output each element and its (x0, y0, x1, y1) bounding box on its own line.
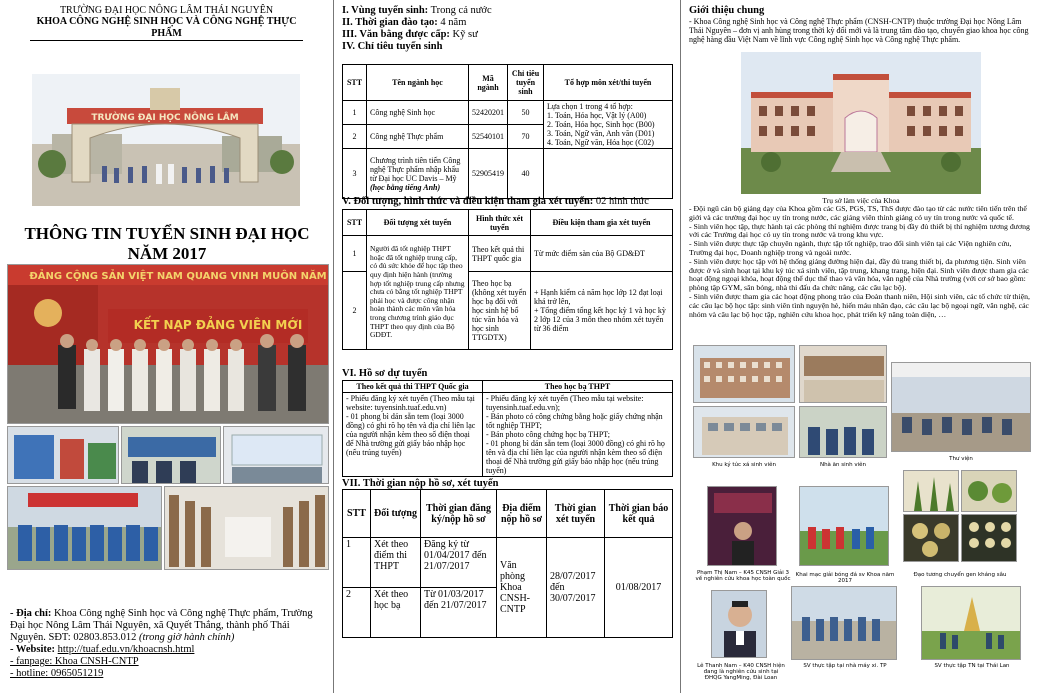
plants-caption: Đạo tương chuyển gen kháng sâu (913, 572, 1007, 578)
table-row: 1 Người đã tốt nghiệp THPT hoặc đã tốt nghiệp trung cấp, có đủ sức khỏe để học tập theo quy định hiện hành (trường hợp tốt nghiệp trung cấp nhưng chưa có bằng tốt nghiệp THPT phải học và được công nhận hoàn thành các môn văn hóa trong chương trình giáo dục THPT theo quy định của Bộ GDĐT. Theo kết quả thi THPT quốc gia Từ mức điểm sàn của Bộ GD&ĐT (343, 236, 673, 272)
intro-heading: Giới thiệu chung (689, 5, 765, 16)
brochure-title (0, 224, 334, 264)
faculty-name: KHOA CÔNG NGHỆ SINH HỌC VÀ CÔNG NGHỆ THỰC PHẨM (30, 16, 303, 41)
address-text: Khoa Công nghệ Sinh học và Công nghệ Thực phẩm, Trường Đại học Nông Lâm Thái Nguyên, xã Quyết Thắng, thành phố Thái Nguyên. SĐT: 02803.853.012 (10, 608, 313, 643)
ceremony-photo (7, 264, 329, 424)
section-1: I. Vùng tuyển sinh: Trong cả nước (342, 5, 492, 16)
introduction-panel (681, 0, 1041, 693)
plants-photo-1 (903, 470, 959, 512)
campus-gate-photo (32, 74, 300, 206)
dormitory-photo (693, 345, 795, 403)
plants-photo-4 (961, 514, 1017, 562)
quota-table: STT Tên ngành học Mã ngành Chỉ tiêu tuyển sinh Tổ hợp môn xét/thi tuyển 1 Công nghệ Sinh học 52420201 50 Lựa chọn 1 trong 4 tổ hợp: 1. Toán, Hóa học, Vật lý (A00) 2. Toán, Hóa học, Sinh học (B00) 3. Toán, Ngữ văn, Anh văn (D01) 4. Toán, Ngữ văn, Hóa học (C02) 2 Công nghệ Thực phẩm 52540101 70 3 Chương trình tiên tiến Công nghệ Thực phẩm nhập khẩu từ Đại học UC Davis – Mỹ (học bằng tiếng Anh) 52905419 40 (342, 64, 673, 199)
field-trip-photo (791, 586, 897, 660)
review-period: 28/07/2017 đến 30/07/2017 (547, 538, 605, 638)
banner-text: ĐẢNG CỘNG SẢN VIỆT NAM QUANG VINH MUÔN NĂM (29, 271, 327, 282)
section-4-title: IV. Chỉ tiêu tuyển sinh (342, 41, 443, 52)
campus-building-photo (693, 406, 795, 458)
subject-combinations: Lựa chọn 1 trong 4 tổ hợp: 1. Toán, Hóa học, Vật lý (A00) 2. Toán, Hóa học, Sinh học (B00) 3. Toán, Ngữ văn, Anh văn (D01) 4. Toán, Ngữ văn, Hóa học (C02) (544, 101, 673, 149)
library-photo (164, 486, 329, 570)
admission-info-panel (334, 0, 681, 693)
canteen-photo (799, 345, 887, 403)
section-3: III. Văn bằng được cấp: Kỹ sư (342, 29, 478, 40)
section-6-title: VI. Hồ sơ dự tuyển (342, 368, 428, 379)
exhibition-photo-1 (7, 426, 119, 484)
thailand-trip-photo (921, 586, 1021, 660)
dorm-caption: Khu ký túc xá sinh viên (712, 462, 776, 468)
school-name: TRƯỜNG ĐẠI HỌC NÔNG LÂM THÁI NGUYÊN (59, 5, 274, 16)
table-row: 2 Công nghệ Thực phẩm 52540101 70 (343, 125, 673, 149)
address-line: - Địa chỉ: Khoa Công nghệ Sinh học và Công nghệ Thực phẩm, Trường Đại học Nông Lâm Thái Nguyên, xã Quyết Thắng, thành phố Thái Nguyên. SĐT: 02803.853.012 (trong giờ hành chính) (10, 608, 313, 643)
section-5-title: V. Đối tượng, hình thức và điều kiện tham gia xét tuyển: 02 hình thức (342, 196, 649, 207)
student-caption: Lê Thanh Nam – K40 CNSH hiện đang là nghiên cứu sinh tại ĐHQG YangMing, Đài Loan (697, 663, 785, 681)
cover-panel (0, 0, 334, 693)
section-7-title: VII. Thời gian nộp hồ sơ, xét tuyển (342, 478, 499, 489)
gate-sign-text: TRƯỜNG ĐẠI HỌC NÔNG LÂM (91, 113, 239, 123)
title-line-1: THÔNG TIN TUYỂN SINH ĐẠI HỌC (24, 224, 310, 243)
schedule-table: STT Đối tượng Thời gian đăng ký/nộp hồ sơ Địa điểm nộp hồ sơ Thời gian xét tuyển Thời gian báo kết quả 1 Xét theo điểm thi THPT Đăng ký từ 01/04/2017 đến 21/07/2017 Văn phòng Khoa CNSH-CNTP 28/07/2017 đến 30/07/2017 01/08/2017 2 Xét theo học bạ Từ 01/03/2017 đến 21/07/2017 (342, 489, 673, 638)
website-link[interactable]: http://tuaf.edu.vn/khoacnsh.html (57, 644, 195, 655)
benefits-list: - Đội ngũ cán bộ giảng dạy của Khoa gồm các GS, PGS, TS, ThS được đào tạo từ các nước tiên tiến trên thế giới và các trường đại học uy tín trong nước, các giảng viên thỉnh giảng có uy tín trong nước và quốc tế. - Sinh viên học tập, thực hành tại các phòng thí nghiệm được trang bị đầy đủ thiết bị thí nghiệm tương đương với các Trường đại học có uy tín trong nước và trong khu vực. - Sinh viên được thực tập chuyên ngành, thực tập tốt nghiệp, trao đổi sinh viên tại các Viện nghiên cứu, Trường đại học, Doanh nghiệp trong và ngoài nước. - Sinh viên được học tập với hệ thống giảng đường hiện đại, đầy đủ trang thiết bị, đa phương tiện. Sinh viên được ở và sinh hoạt tại khu ký túc xá sinh viên, tập trung, khang trang, hiện đại. Sinh viên được tham gia các hoạt động ngoại khóa, hoạt động thể dục thể thao và văn hóa, văn nghệ của Nhà trường (với cơ sở bao gồm: phòng tập GYM, sân bóng, nhà thi đấu đa chức năng, các câu lạc bộ). - Sinh viên được tham gia các hoạt động phong trào của Đoàn thanh niên, Hội sinh viên, các tổ chức từ thiện, các câu lạc bộ học tập: sinh viên tình nguyện hè, hiến máu nhân đạo, các câu lạc bộ ngoại ngữ, văn nghệ, các nhóm và câu lạc bộ học tập, nghiên cứu khoa học, phát triển kỹ năng toàn diện, … (689, 204, 1030, 319)
award-caption: Phạm Thị Nam – K45 CNSH Giải 3 về nghiên cứu khoa học toàn quốc (695, 570, 791, 582)
canteen-caption: Nhà ăn sinh viên (819, 462, 867, 468)
intro-paragraph: - Khoa Công nghệ Sinh học và Công nghệ Thực phẩm (CNSH-CNTP) thuộc trường Đại học Nông Lâm Thái Nguyên – đơn vị anh hùng trong thời kỳ đổi mới và là trung tâm đào tạo, chuyển giao khoa học công nghệ hàng đầu Việt Nam về lĩnh vực Công nghệ Sinh học và Công nghệ Thực phẩm. (689, 17, 1029, 44)
website-line: - Website: http://tuaf.edu.vn/khoacnsh.html (10, 644, 195, 655)
section-2: II. Thời gian đào tạo: 4 năm (342, 17, 467, 28)
documents-table: Theo kết quả thi THPT Quốc gia Theo học bạ THPT - Phiếu đăng ký xét tuyển (Theo mẫu tại website: tuyensinh.tuaf.edu.vn) - 01 phong bì dán sẵn tem (loại 3000 đồng) có ghi rõ họ tên và địa chỉ liên lạc của người nhận kèm theo số điện thoại để Nhà trường gửi giấy báo nhập học (nếu trúng tuyển) - Phiếu đăng ký xét tuyển (Theo mẫu tại website: tuyensinh.tuaf.edu.vn); - Bản photo có công chứng bằng hoặc giấy chứng nhận tốt nghiệp THPT; - Bản photo công chứng học bạ THPT; - 01 phong bì dán sẵn tem (loại 3000 đồng) có ghi rõ họ tên và địa chỉ liên lạc của người nhận kèm theo số điện thoại để Nhà trường gửi giấy báo nhập học (nếu trúng tuyển) (342, 380, 673, 477)
submission-place: Văn phòng Khoa CNSH-CNTP (497, 538, 547, 638)
address-note: (trong giờ hành chính) (138, 632, 235, 643)
result-date: 01/08/2017 (605, 538, 673, 638)
table-row: 2 Theo học bạ (không xét tuyển học bạ đối với học sinh hệ bổ túc văn hóa và học sinh TTGDTX) + Hạnh kiểm cả năm học lớp 12 đạt loại khá trở lên, + Tổng điểm tổng kết học kỳ 1 và học kỳ 2 lớp 12 của 3 môn theo nhóm xét tuyển từ 36 điểm (343, 272, 673, 350)
faculty-building-photo (741, 52, 981, 194)
hotline-line: - hotline: 0965051219 (10, 668, 104, 679)
event-text: KẾT NẠP ĐẢNG VIÊN MỚI (133, 318, 303, 332)
title-line-2: NĂM 2017 (127, 244, 207, 263)
library-interior-photo (891, 362, 1031, 452)
library-caption: Thư viện (949, 456, 973, 462)
table-row: 1 Công nghệ Sinh học 52420201 50 Lựa chọn 1 trong 4 tổ hợp: 1. Toán, Hóa học, Vật lý (A00) 2. Toán, Hóa học, Sinh học (B00) 3. Toán, Ngữ văn, Anh văn (D01) 4. Toán, Ngữ văn, Hóa học (C02) (343, 101, 673, 125)
plants-photo-2 (961, 470, 1017, 512)
thailand-caption: SV thực tập TN tại Thái Lan (934, 663, 1010, 669)
award-photo (707, 486, 777, 566)
students-group-photo (7, 486, 162, 570)
football-caption: Khai mạc giải bóng đá sv Khoa năm 2017 (795, 572, 895, 584)
plants-photo-3 (903, 514, 959, 562)
building-caption: Trụ sở làm việc của Khoa (822, 196, 900, 205)
field-trip-caption: SV thực tập tại nhà máy xi. TP (803, 663, 887, 669)
table-row: 1 Xét theo điểm thi THPT Đăng ký từ 01/04/2017 đến 21/07/2017 Văn phòng Khoa CNSH-CNTP 28/07/2017 đến 30/07/2017 01/08/2017 (343, 538, 673, 588)
exhibition-photo-2 (121, 426, 221, 484)
eligibility-table: STT Đối tượng xét tuyển Hình thức xét tuyển Điều kiện tham gia xét tuyển 1 Người đã tốt nghiệp THPT hoặc đã tốt nghiệp trung cấp, có đủ sức khỏe để học tập theo quy định hiện hành (trường hợp tốt nghiệp trung cấp nhưng chưa có bằng tốt nghiệp THPT phải học và được công nhận hoàn thành các môn văn hóa trong chương trình giáo dục THPT theo quy định của Bộ GDĐT. Theo kết quả thi THPT quốc gia Từ mức điểm sàn của Bộ GD&ĐT 2 Theo học bạ (không xét tuyển học bạ đối với học sinh hệ bổ túc văn hóa và học sinh TTGDTX) + Hạnh kiểm cả năm học lớp 12 đạt loại khá trở lên, + Tổng điểm tổng kết học kỳ 1 và học kỳ 2 lớp 12 của 3 môn theo nhóm xét tuyển từ 36 điểm (342, 209, 673, 350)
contact-info (10, 608, 328, 680)
fanpage-line: - fanpage: Khoa CNSH-CNTP (10, 656, 139, 667)
table-row: 2 Xét theo học bạ Từ 01/03/2017 đến 21/07/2017 (343, 588, 673, 638)
football-photo (799, 486, 889, 566)
student-portrait-photo (711, 590, 767, 658)
table-row: - Phiếu đăng ký xét tuyển (Theo mẫu tại website: tuyensinh.tuaf.edu.vn) - 01 phong bì dán sẵn tem (loại 3000 đồng) có ghi rõ họ tên và địa chỉ liên lạc của người nhận kèm theo số điện thoại để Nhà trường gửi giấy báo nhập học (nếu trúng tuyển) - Phiếu đăng ký xét tuyển (Theo mẫu tại website: tuyensinh.tuaf.edu.vn); - Bản photo có công chứng bằng hoặc giấy chứng nhận tốt nghiệp THPT; - Bản photo công chứng học bạ THPT; - 01 phong bì dán sẵn tem (loại 3000 đồng) có ghi rõ họ tên và địa chỉ liên lạc của người nhận kèm theo số điện thoại để Nhà trường gửi giấy báo nhập học (nếu trúng tuyển) (343, 393, 673, 477)
exhibition-photo-3 (223, 426, 329, 484)
table-row: 3 Chương trình tiên tiến Công nghệ Thực phẩm nhập khẩu từ Đại học UC Davis – Mỹ (học bằng tiếng Anh) 52905419 40 (343, 149, 673, 199)
students-classroom-photo (799, 406, 887, 458)
